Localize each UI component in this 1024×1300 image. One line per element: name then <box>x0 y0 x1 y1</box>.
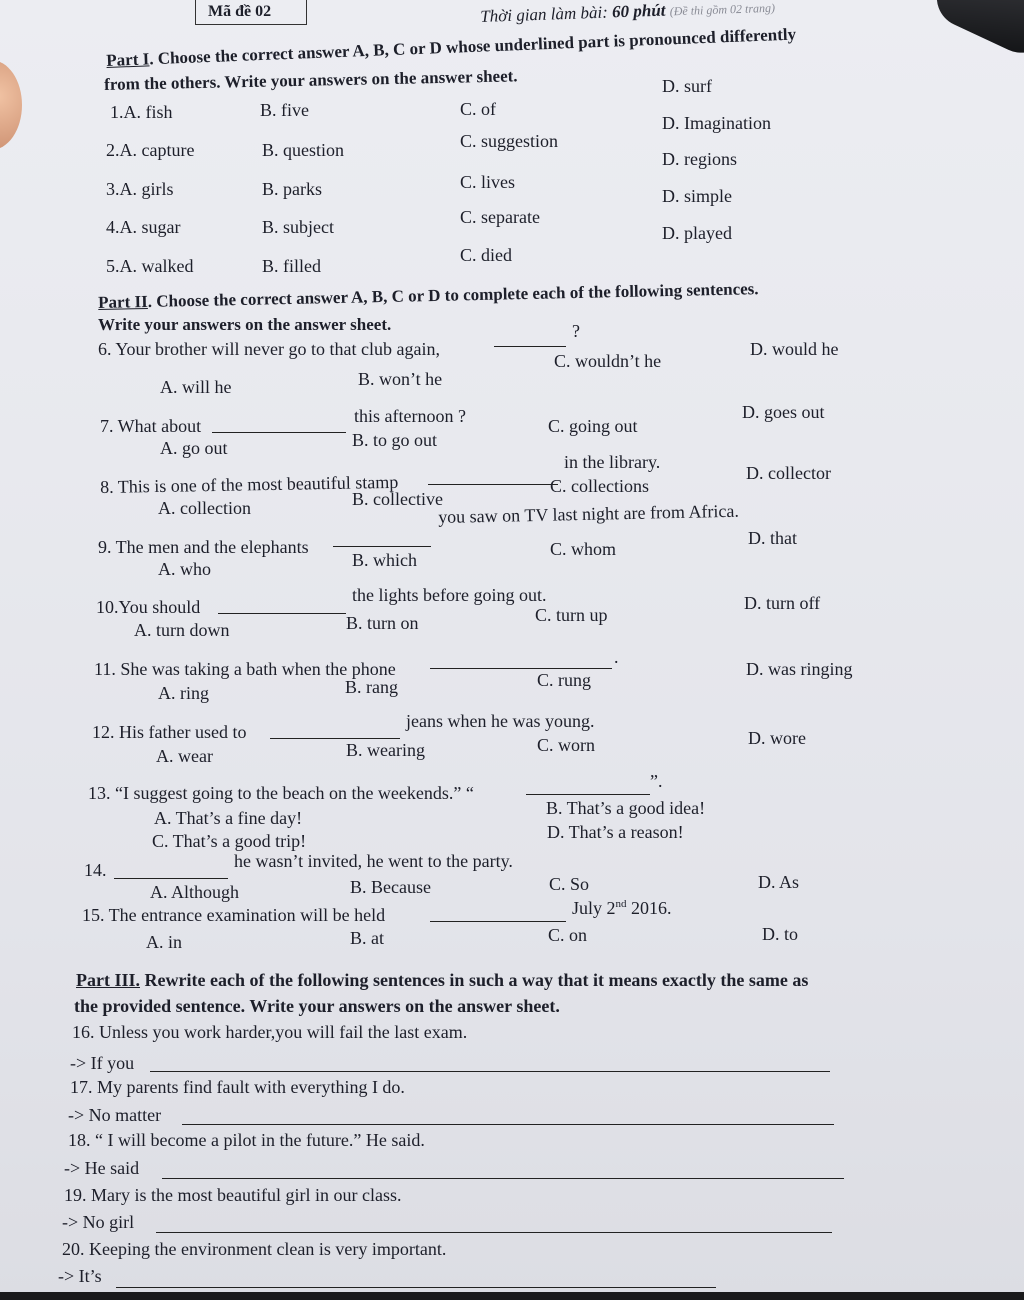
q7-tail: this afternoon ? <box>354 406 466 426</box>
q2-a: 2.A. capture <box>106 140 195 160</box>
q1-a: 1.A. fish <box>110 102 173 122</box>
part2-label: Part II <box>97 291 148 312</box>
q9-stem: 9. The men and the elephants <box>98 537 309 557</box>
q5-a: 5.A. walked <box>106 256 194 276</box>
q5-b: B. filled <box>262 256 321 276</box>
q13-stem: 13. “I suggest going to the beach on the weekends.” “ <box>88 783 474 803</box>
q15-b: B. at <box>350 928 384 948</box>
q20-answer-line[interactable] <box>116 1287 716 1288</box>
q3-d: D. regions <box>662 149 737 169</box>
q14-tail: he wasn’t invited, he went to the party. <box>234 851 513 871</box>
q7-c: C. going out <box>548 416 638 436</box>
q19-prompt: -> No girl <box>62 1212 135 1232</box>
q2-b: B. question <box>262 140 345 160</box>
q8-b: B. collective <box>352 489 443 509</box>
pages-note: (Đề thi gồm 02 trang) <box>669 0 776 19</box>
q19-answer-line[interactable] <box>156 1232 832 1233</box>
q4-a: 4.A. sugar <box>106 217 181 237</box>
q2-d: D. Imagination <box>662 113 771 133</box>
q12-stem: 12. His father used to <box>92 722 247 742</box>
q6-tail: ? <box>572 321 580 341</box>
q15-d: D. to <box>762 924 798 944</box>
q6-d: D. would he <box>750 339 839 359</box>
q15-tail <box>572 898 672 919</box>
time-label: Thời gian làm bài: <box>479 2 609 26</box>
q14-stem: 14. <box>84 860 107 880</box>
part3-instruction <box>76 971 808 991</box>
q8-d: D. collector <box>746 463 831 483</box>
part1-label: Part I <box>105 49 150 70</box>
q5-c: C. died <box>460 245 512 265</box>
q17-sentence: 17. My parents find fault with everything I do. <box>70 1077 405 1097</box>
q13-tail: ”. <box>650 771 663 791</box>
q5-d: D. played <box>662 223 732 243</box>
q14-a: A. Although <box>150 882 240 902</box>
q1-b: B. five <box>260 100 309 120</box>
q20-prompt: -> It’s <box>58 1266 102 1286</box>
q4-b: B. subject <box>262 217 334 237</box>
q15-tail-text: July 2 <box>572 898 616 918</box>
q4-d: D. simple <box>662 186 732 206</box>
q17-prompt: -> No matter <box>68 1105 162 1125</box>
q13-blank <box>526 794 650 795</box>
q16-sentence: 16. Unless you work harder,you will fail the last exam. <box>72 1022 468 1042</box>
q7-blank <box>212 432 346 433</box>
q13-d: D. That’s a reason! <box>547 822 684 842</box>
q14-blank <box>114 878 228 879</box>
q12-b: B. wearing <box>346 740 425 760</box>
q15-tail-sup: nd <box>615 898 627 910</box>
time-value: 60 phút <box>611 0 666 22</box>
part3-instruction-2: the provided sentence. Write your answers on the answer sheet. <box>74 996 560 1016</box>
q11-blank <box>430 668 612 669</box>
q15-tail-end: 2016. <box>626 898 672 918</box>
q14-b: B. Because <box>350 877 431 897</box>
q12-a: A. wear <box>156 746 213 766</box>
q9-tail: you saw on TV last night are from Africa. <box>437 500 740 527</box>
q6-a: A. will he <box>160 377 232 397</box>
q8-c: C. collections <box>550 476 649 496</box>
q10-b: B. turn on <box>346 613 419 633</box>
part3-label: Part III. <box>76 970 140 990</box>
q15-a: A. in <box>146 932 182 952</box>
part2-instruction-1: . Choose the correct answer A, B, C or D to complete each of the following sentences. <box>147 279 759 311</box>
q10-c: C. turn up <box>535 605 608 625</box>
part2-instruction-2: Write your answers on the answer sheet. <box>98 315 392 334</box>
q12-tail: jeans when he was young. <box>406 711 595 731</box>
q2-c: C. suggestion <box>460 131 559 151</box>
q9-blank <box>333 546 431 547</box>
q1-c: C. of <box>460 99 496 119</box>
q12-c: C. worn <box>537 735 595 755</box>
q6-c: C. wouldn’t he <box>554 351 662 371</box>
q18-prompt: -> He said <box>64 1158 140 1178</box>
q11-d: D. was ringing <box>746 659 853 679</box>
part3-instruction-1: Rewrite each of the following sentences in such a way that it means exactly the same as <box>140 970 809 990</box>
q9-d: D. that <box>748 528 797 548</box>
q17-answer-line[interactable] <box>182 1124 834 1125</box>
q19-sentence: 19. Mary is the most beautiful girl in our class. <box>64 1185 402 1205</box>
q14-d: D. As <box>758 872 800 892</box>
q8-tail: in the library. <box>564 452 661 472</box>
table-edge <box>0 1292 1024 1300</box>
exam-code: Mã đề 02 <box>208 3 272 20</box>
q1-d: D. surf <box>662 76 712 96</box>
q11-stem: 11. She was taking a bath when the phone <box>94 659 396 679</box>
q3-a: 3.A. girls <box>106 179 174 199</box>
q16-answer-line[interactable] <box>150 1071 830 1072</box>
q11-tail: . <box>614 647 619 667</box>
q9-c: C. whom <box>550 539 617 559</box>
q8-blank <box>428 484 558 485</box>
q6-blank <box>494 346 566 347</box>
q10-d: D. turn off <box>744 593 821 613</box>
q14-c: C. So <box>549 874 590 894</box>
q15-blank <box>430 921 566 922</box>
q11-b: B. rang <box>345 677 398 697</box>
q15-stem: 15. The entrance examination will be held <box>82 905 386 925</box>
q11-c: C. rung <box>537 670 591 690</box>
q13-a: A. That’s a fine day! <box>154 808 303 828</box>
q20-sentence: 20. Keeping the environment clean is very important. <box>62 1239 447 1259</box>
q4-c: C. separate <box>460 207 540 227</box>
q8-a: A. collection <box>158 498 251 518</box>
q15-c: C. on <box>548 925 588 945</box>
q10-a: A. turn down <box>134 620 230 640</box>
q7-stem: 7. What about <box>100 416 202 436</box>
q18-sentence: 18. “ I will become a pilot in the future.” He said. <box>68 1130 425 1150</box>
q11-a: A. ring <box>158 683 209 703</box>
q13-b: B. That’s a good idea! <box>546 798 706 818</box>
q3-c: C. lives <box>460 172 516 192</box>
q6-stem: 6. Your brother will never go to that club again, <box>98 339 440 359</box>
q7-a: A. go out <box>160 438 228 458</box>
q18-answer-line[interactable] <box>162 1178 844 1179</box>
part1-instruction-2: from the others. Write your answers on the answer sheet. <box>103 66 518 94</box>
q13-c: C. That’s a good trip! <box>152 831 307 851</box>
q8-stem: 8. This is one of the most beautiful stamp <box>99 471 399 497</box>
part1-instruction-1: . Choose the correct answer A, B, C or D whose underlined part is pronounced differently <box>148 24 797 69</box>
q12-d: D. wore <box>748 728 806 748</box>
q10-stem: 10.You should <box>96 597 201 617</box>
q10-tail: the lights before going out. <box>352 585 547 605</box>
q9-a: A. who <box>158 559 211 579</box>
q3-b: B. parks <box>262 179 322 199</box>
q16-prompt: -> If you <box>70 1053 135 1073</box>
q7-d: D. goes out <box>742 402 825 422</box>
q12-blank <box>270 738 400 739</box>
q6-b: B. won’t he <box>358 369 443 389</box>
q7-b: B. to go out <box>352 430 438 450</box>
q10-blank <box>218 613 346 614</box>
q9-b: B. which <box>352 550 417 570</box>
